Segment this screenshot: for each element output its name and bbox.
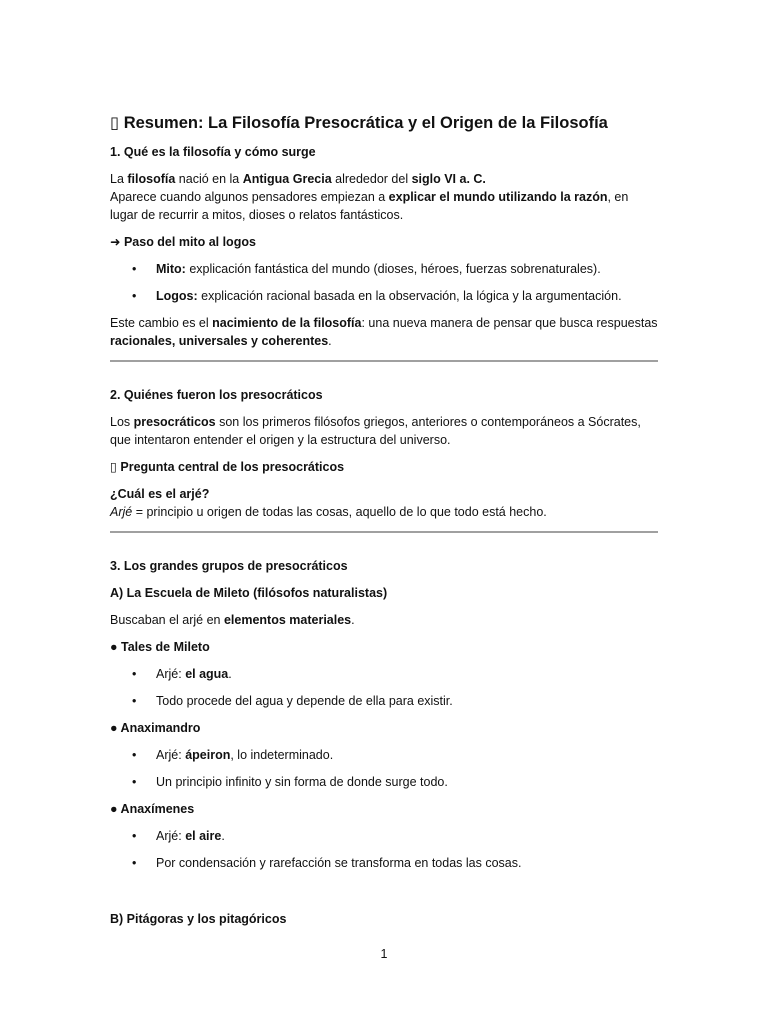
section-1-paragraph-1	[110, 170, 658, 188]
philosopher-list	[110, 746, 658, 791]
text-run: , en lugar de recurrir a mitos, dioses o relatos fantásticos.	[110, 190, 629, 222]
text-run: Un principio infinito y sin forma de donde surge todo.	[156, 775, 448, 789]
bold-run: Mito:	[156, 262, 186, 276]
section-2-heading: 2. Quiénes fueron los presocráticos	[110, 388, 323, 402]
list-item	[110, 260, 658, 278]
text-run: Este cambio es el	[110, 316, 213, 330]
text-run: Aparece cuando algunos pensadores empiezan a	[110, 190, 389, 204]
bullet-icon: •	[132, 829, 137, 843]
bullet-icon: •	[132, 748, 137, 762]
missing-glyph-icon: ▯	[110, 460, 117, 474]
section-1-heading: 1. Qué es la filosofía y cómo surge	[110, 145, 316, 159]
philosopher-list	[110, 665, 658, 710]
text-run: Arjé:	[156, 829, 186, 843]
text-run: .	[351, 613, 355, 627]
text-run: alrededor del	[331, 172, 412, 186]
bullet-icon: •	[132, 694, 137, 708]
text-run: Por condensación y rarefacción se transforma en todas las cosas.	[156, 856, 522, 870]
text-run: Todo procede del agua y depende de ella para existir.	[156, 694, 453, 708]
bold-run: elementos materiales	[223, 613, 352, 627]
text-run: , lo indeterminado.	[230, 748, 334, 762]
philosopher-list	[110, 827, 658, 872]
missing-glyph-icon: ▯	[110, 114, 120, 132]
title-text: Resumen: La Filosofía Presocrática y el Origen de la Filosofía	[123, 114, 608, 132]
bullet-icon: •	[132, 775, 137, 789]
bold-run: filosofía	[127, 172, 176, 186]
bold-run: racionales, universales y coherentes	[110, 334, 329, 348]
text-run: son los primeros filósofos griegos, anteriores o contemporáneos a Sócrates, que intentaron entender el origen y la estructura del universo.	[110, 415, 641, 447]
list-item	[110, 854, 658, 872]
text-run: .	[221, 829, 225, 843]
arje-question: ¿Cuál es el arjé?	[110, 487, 210, 501]
section-1-paragraph-3	[110, 314, 658, 350]
pitagoras-subheading: B) Pitágoras y los pitagóricos	[110, 912, 287, 926]
list-item	[110, 287, 658, 305]
bold-run: el aire	[185, 829, 222, 843]
text-run: = principio u origen de todas las cosas, aquello de lo que todo está hecho.	[132, 505, 547, 519]
text-run: La	[110, 172, 128, 186]
bullet-icon: •	[132, 667, 137, 681]
bold-run: ápeiron	[185, 748, 231, 762]
bold-run: explicar el mundo utilizando la razón	[388, 190, 608, 204]
section-3-heading: 3. Los grandes grupos de presocráticos	[110, 559, 348, 573]
text-run: : una nueva manera de pensar que busca respuestas	[361, 316, 658, 330]
text-run: Arjé:	[156, 667, 186, 681]
list-item	[110, 827, 658, 845]
central-question-subheading	[110, 458, 658, 476]
bold-run: presocráticos	[133, 415, 216, 429]
mileto-paragraph	[110, 611, 658, 629]
document-content	[110, 112, 658, 928]
mileto-subheading: A) La Escuela de Mileto (filósofos naturalistas)	[110, 586, 388, 600]
list-item	[110, 746, 658, 764]
bullet-icon: •	[132, 856, 137, 870]
italic-run: Arjé	[110, 505, 133, 519]
bullet-icon: •	[132, 289, 137, 303]
document-title	[110, 112, 658, 134]
bold-run: Logos:	[156, 289, 198, 303]
text-run: explicación fantástica del mundo (dioses, héroes, fuerzas sobrenaturales).	[185, 262, 601, 276]
text-run: Buscaban el arjé en	[110, 613, 224, 627]
bold-run: siglo VI a. C.	[411, 172, 486, 186]
arje-definition	[110, 503, 658, 521]
bold-run: Antigua Grecia	[242, 172, 332, 186]
page-number: 1	[380, 947, 388, 961]
list-item	[110, 665, 658, 683]
philosopher-heading: ● Tales de Mileto	[110, 640, 210, 654]
philosopher-heading: ● Anaxímenes	[110, 802, 195, 816]
bold-run: el agua	[185, 667, 229, 681]
text-run: Arjé:	[156, 748, 186, 762]
bold-run: nacimiento de la filosofía	[212, 316, 362, 330]
text-run: .	[228, 667, 232, 681]
philosopher-heading: ● Anaximandro	[110, 721, 201, 735]
mito-logos-list	[110, 260, 658, 305]
subheading-text: Pregunta central de los presocráticos	[120, 460, 345, 474]
text-run: Los	[110, 415, 134, 429]
text-run: nació en la	[175, 172, 243, 186]
section-1-paragraph-2	[110, 188, 658, 224]
text-run: .	[328, 334, 332, 348]
section-2-paragraph-1	[110, 413, 658, 449]
text-run: explicación racional basada en la observación, la lógica y la argumentación.	[197, 289, 622, 303]
bullet-icon: •	[132, 262, 137, 276]
mito-logos-subheading: ➜ Paso del mito al logos	[110, 235, 256, 249]
list-item	[110, 692, 658, 710]
list-item	[110, 773, 658, 791]
